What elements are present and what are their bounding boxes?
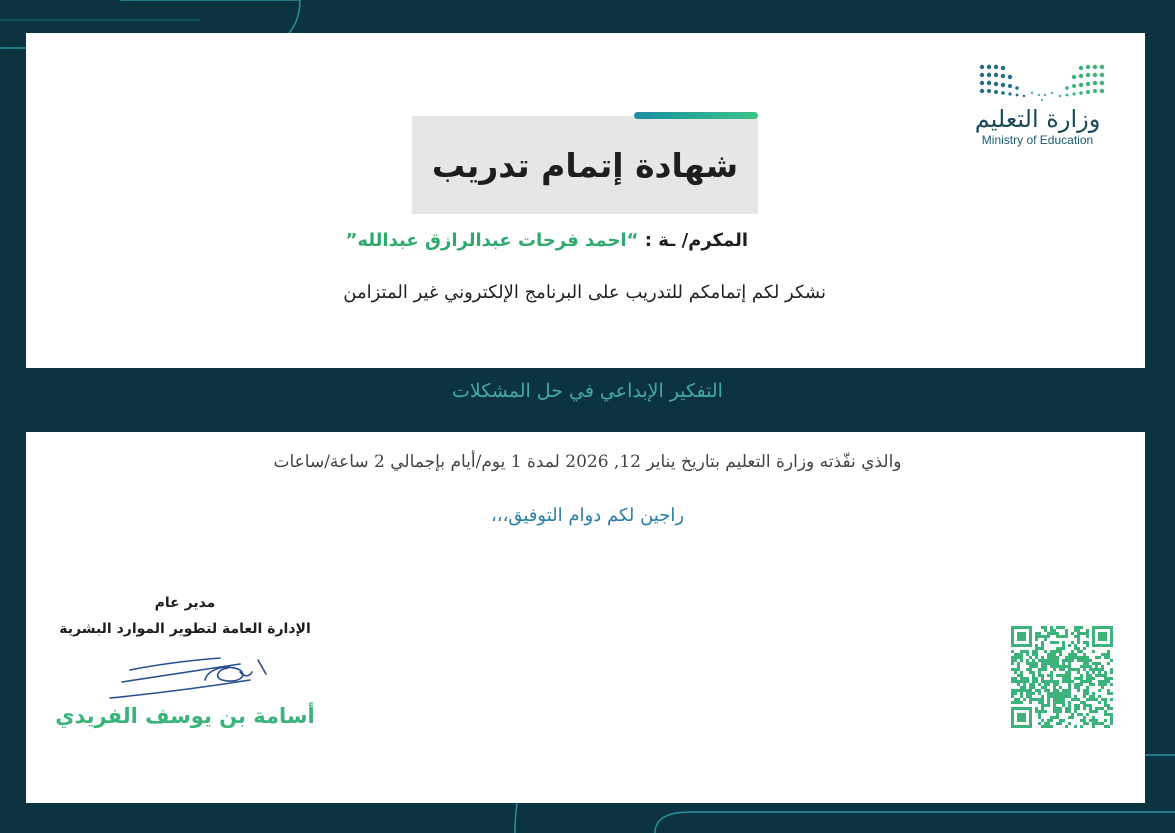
qr-code-icon — [1011, 626, 1113, 728]
certificate-top-panel — [26, 33, 1145, 368]
ministry-logo-english: Ministry of Education — [981, 133, 1094, 147]
ministry-logo-arabic: وزارة التعليم — [974, 105, 1101, 133]
honoree-label: المكرم/ ـة : — [644, 230, 748, 251]
thanks-text: نشكر لكم إتمامكم للتدريب على البرنامج الإلكتروني غير المتزامن — [343, 282, 826, 303]
certificate-title: شهادة إتمام تدريب — [431, 145, 739, 185]
signatory-title: مدير عام — [154, 595, 216, 611]
closing-wish: راجين لكم دوام التوفيق،،، — [490, 505, 685, 526]
ministry-logo — [970, 63, 1105, 147]
certificate-bottom-panel — [26, 432, 1145, 803]
honoree-line — [200, 230, 748, 251]
ministry-dots-logo-icon — [978, 63, 1106, 103]
program-name: التفكير الإبداعي في حل المشكلات — [452, 380, 723, 402]
handwritten-signature — [100, 650, 280, 705]
signatory-name: أسامة بن يوسف الفريدي — [55, 704, 315, 728]
honoree-name: “احمد فرحات عبدالرازق عبدالله” — [345, 230, 639, 251]
signatory-department: الإدارة العامة لتطوير الموارد البشرية — [59, 621, 311, 637]
training-details: والذي نفّذته وزارة التعليم بتاريخ يناير 12, 2026 لمدة 1 يوم/أيام بإجمالي 2 ساعة/ساعات — [273, 452, 902, 472]
